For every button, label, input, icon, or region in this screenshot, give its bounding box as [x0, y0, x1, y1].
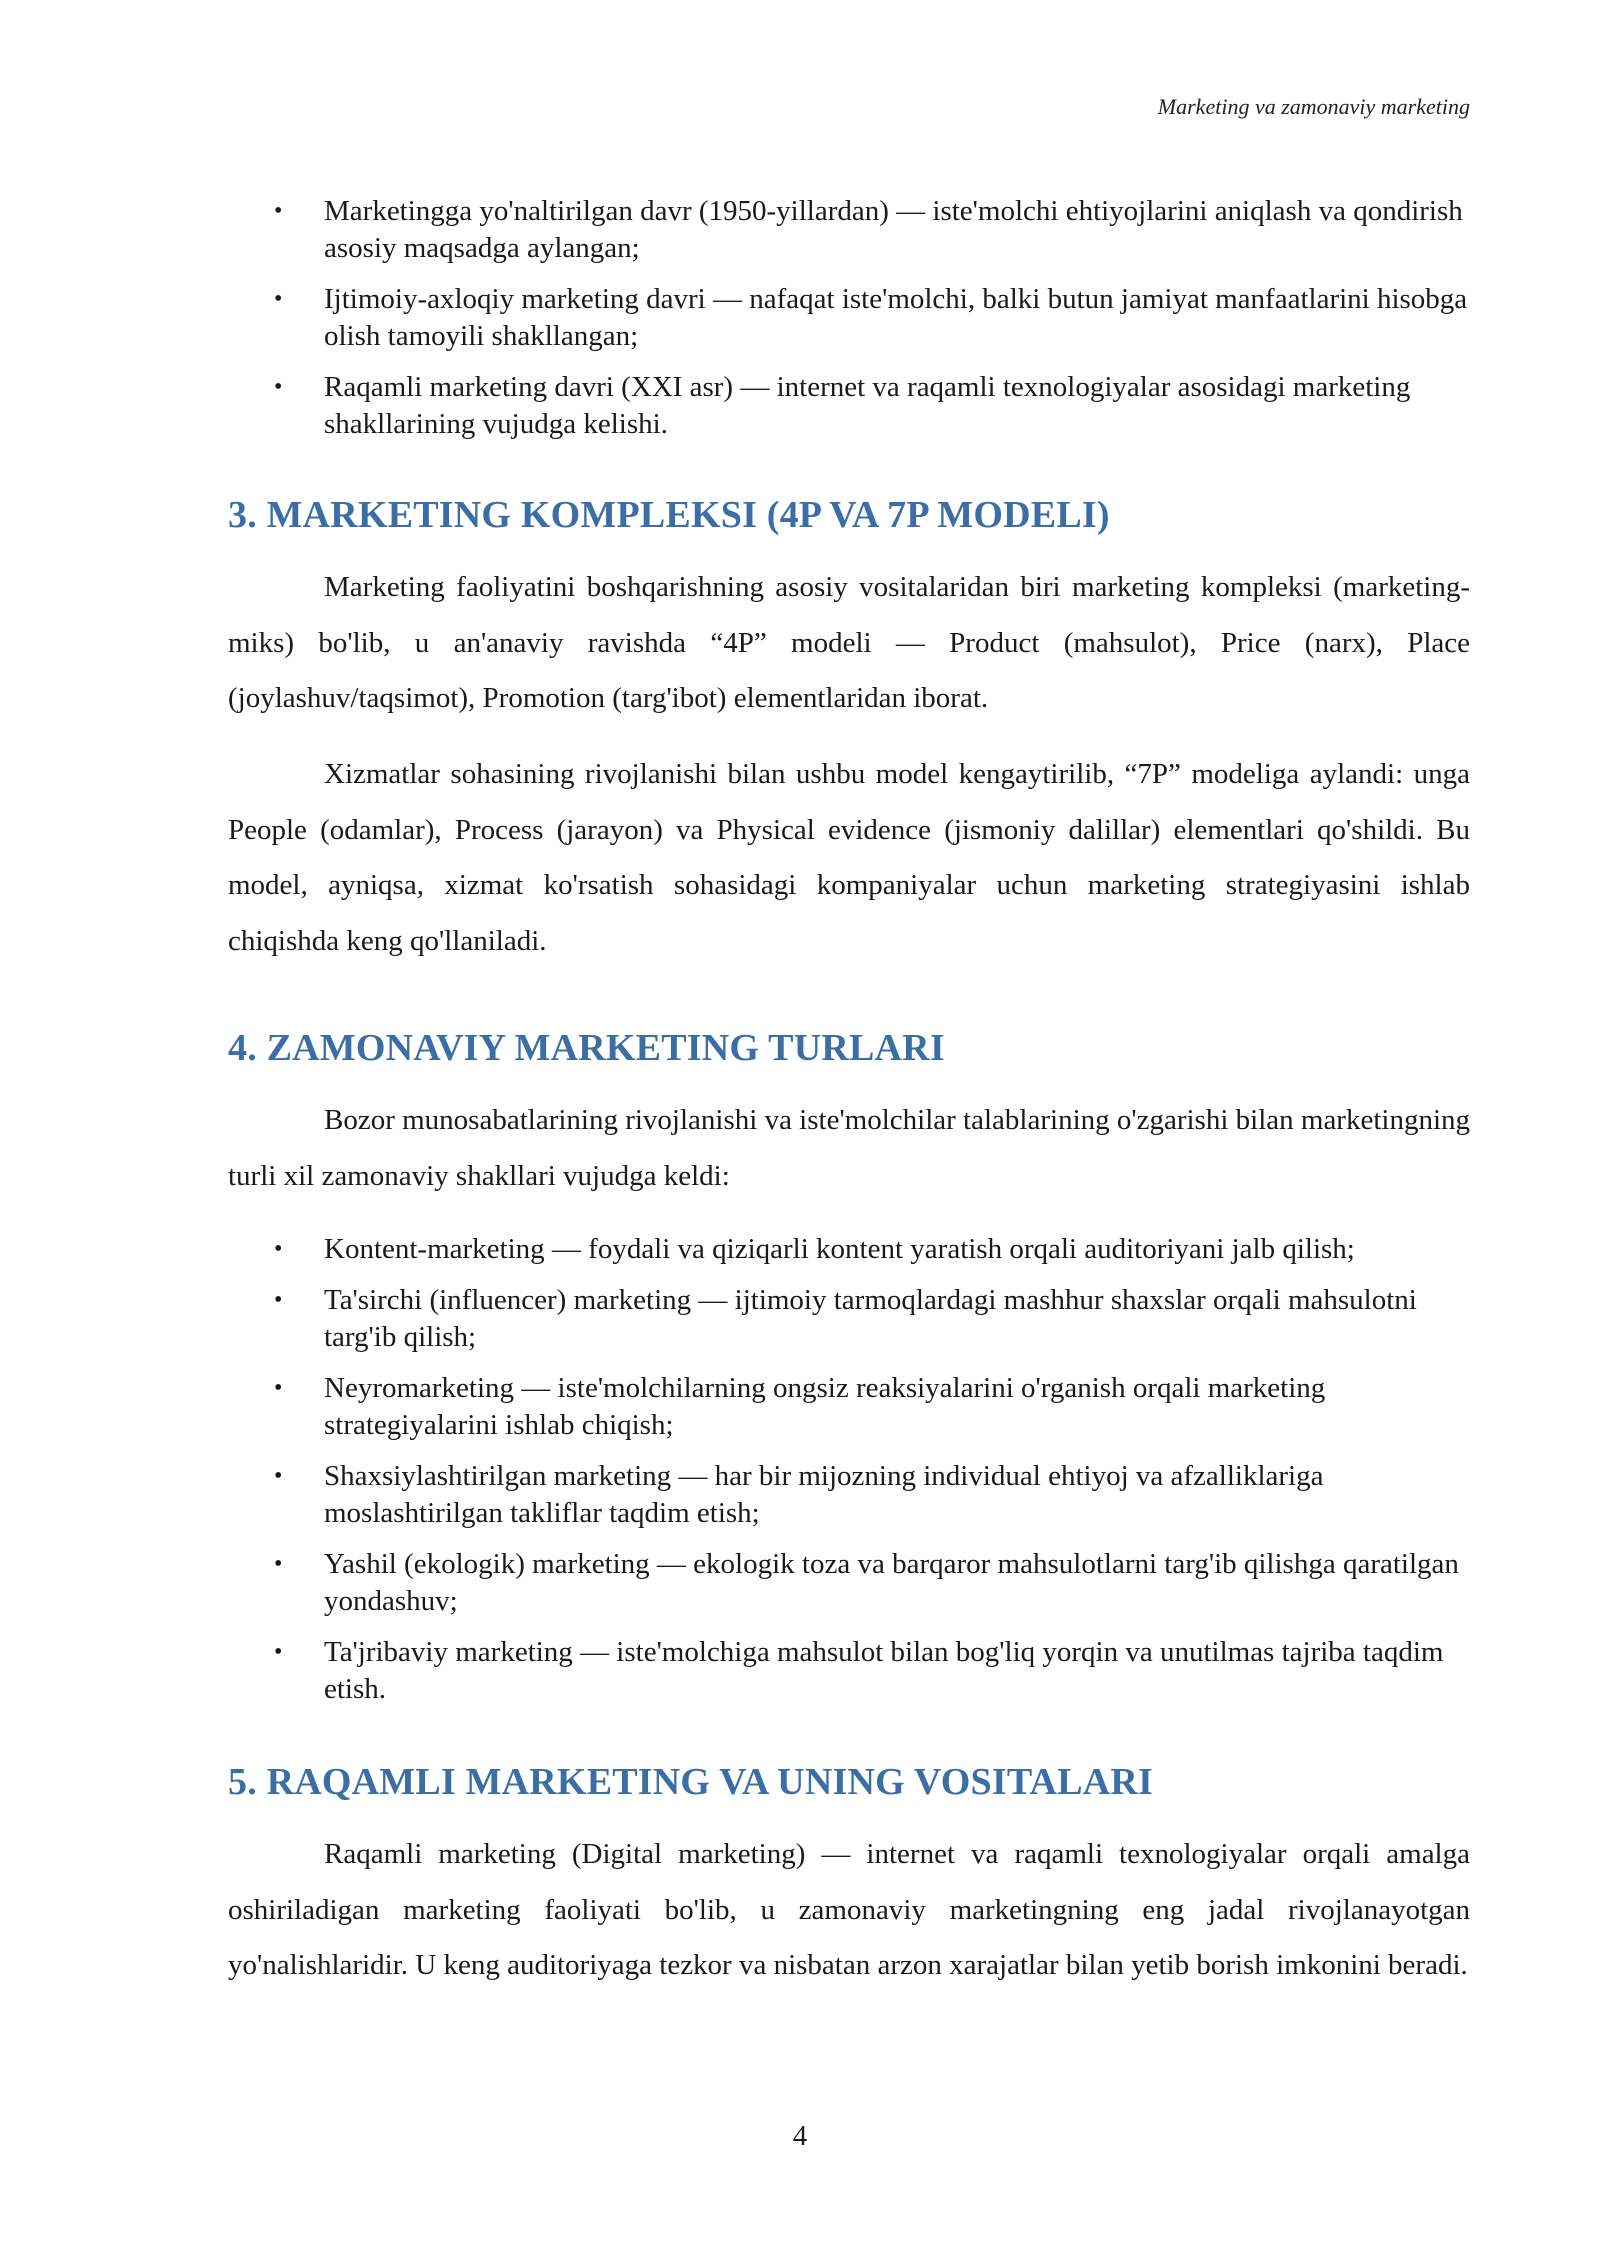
section-4-intro-paragraph: Bozor munosabatlarining rivojlanishi va iste'molchilar talablarining o'zgarishi bilan marketingning turli xil zamonaviy shakllari vujudga keldi:: [228, 1104, 1471, 1192]
section-5-paragraph: Raqamli marketing (Digital marketing) — internet va raqamli texnologiyalar orqali amalga oshiriladigan marketing faoliyati bo'lib, u zamonaviy marketingning eng jadal rivojlanayotgan yo'nalishlaridir. U keng auditoriyaga tezkor va nisbatan arzon xarajatlar bilan yetib borish imkonini beradi.: [228, 1838, 1470, 1981]
bullet-icon: •: [274, 286, 283, 312]
section-5-heading: 5. RAQAMLI MARKETING VA UNING VOSITALARI: [228, 1761, 1154, 1803]
bullet-icon: •: [274, 1551, 283, 1577]
list-item: • Shaxsiylashtirilgan marketing — har bir mijozning individual ehtiyoj va afzalliklariga moslashtirilgan takliflar taqdim etish;: [274, 1460, 1324, 1529]
page-number: 4: [792, 2120, 808, 2152]
section-5-body: [228, 1827, 1470, 1994]
section-3-body-2: [228, 747, 1470, 969]
section-3-paragraph-2: Xizmatlar sohasining rivojlanishi bilan ushbu model kengaytirilib, “7P” modeliga aylandi: unga People (odamlar), Process (jarayon) va Physical evidence (jismoniy dalillar) elementlari qo'shildi. Bu model, ayniqsa, xizmat ko'rsatish sohasidagi kompaniyalar uchun marketing strategiyasini ishlab chiqishda keng qo'llaniladi.: [228, 758, 1470, 957]
bullet-icon: •: [274, 1639, 283, 1665]
section-3-heading: 3. MARKETING KOMPLEKSI (4P VA 7P MODELI): [228, 494, 1110, 536]
list-item: • Ta'jribaviy marketing — iste'molchiga mahsulot bilan bog'liq yorqin va unutilmas tajriba taqdim etish.: [274, 1636, 1444, 1705]
bullet-icon: •: [274, 1287, 283, 1313]
bullet-icon: •: [274, 1463, 283, 1489]
section-4-bullet-list: [228, 1231, 1470, 1708]
bullet-icon: •: [274, 1236, 283, 1262]
list-item: • Ta'sirchi (influencer) marketing — ijtimoiy tarmoqlardagi mashhur shaxslar orqali mahsulotni targ'ib qilish;: [274, 1284, 1417, 1353]
section-3-body: [228, 560, 1470, 727]
section-4-intro: [228, 1093, 1470, 1204]
bullet-icon: •: [274, 1375, 283, 1401]
section-4-bullet-list-container: [228, 1231, 1470, 1722]
running-header: Marketing va zamonaviy marketing: [1157, 94, 1470, 119]
list-item: • Marketingga yo'naltirilgan davr (1950-yillardan) — iste'molchi ehtiyojlarini aniqlash va qondirish asosiy maqsadga aylangan;: [274, 195, 1463, 264]
list-item: • Ijtimoiy-axloqiy marketing davri — nafaqat iste'molchi, balki butun jamiyat manfaatlarini hisobga olish tamoyili shakllangan;: [274, 283, 1468, 352]
bullet-icon: •: [274, 198, 283, 224]
list-item: • Yashil (ekologik) marketing — ekologik toza va barqaror mahsulotlarni targ'ib qilishga qaratilgan yondashuv;: [274, 1548, 1459, 1617]
section-4-heading: 4. ZAMONAVIY MARKETING TURLARI: [228, 1027, 945, 1069]
list-item: • Raqamli marketing davri (XXI asr) — internet va raqamli texnologiyalar asosidagi marketing shakllarining vujudga kelishi.: [274, 371, 1411, 440]
section-3-paragraph-1: Marketing faoliyatini boshqarishning asosiy vositalaridan biri marketing kompleksi (marketing-miks) bo'lib, u an'anaviy ravishda “4P” modeli — Product (mahsulot), Price (narx), Place (joylashuv/taqsimot), Promotion (targ'ibot) elementlaridan iborat.: [228, 571, 1470, 714]
top-bullet-list: [228, 193, 1470, 443]
bullet-icon: •: [274, 374, 283, 400]
list-item: • Kontent-marketing — foydali va qiziqarli kontent yaratish orqali auditoriyani jalb qilish;: [228, 1231, 1470, 1268]
top-bullet-list-container: [228, 193, 1470, 457]
list-item: • Neyromarketing — iste'molchilarning ongsiz reaksiyalarini o'rganish orqali marketing strategiyalarini ishlab chiqish;: [274, 1372, 1326, 1441]
